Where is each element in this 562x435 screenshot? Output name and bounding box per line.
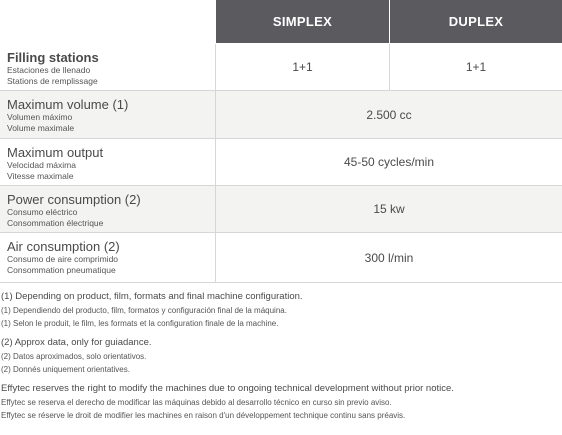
- column-header-simplex: SIMPLEX: [216, 0, 390, 43]
- simplex-value: 1+1: [216, 44, 390, 90]
- row-subtitle-fr: Consommation électrique: [7, 218, 104, 228]
- table-row-filling-stations: [0, 44, 562, 91]
- disclaimer: [1, 382, 562, 422]
- table-row-maximum-output: [0, 139, 562, 186]
- footnote-fr: (1) Selon le produit, le film, les formats et la configuration finale de la machine.: [1, 319, 279, 328]
- row-label: [0, 139, 216, 185]
- table-header: [0, 0, 562, 44]
- row-label: [0, 44, 216, 90]
- column-header-duplex: DUPLEX: [390, 0, 562, 43]
- row-subtitle-es: Volumen máximo: [7, 112, 73, 122]
- footnote-en: (2) Approx data, only for guiadance.: [1, 337, 152, 348]
- row-subtitle-fr: Vitesse maximale: [7, 171, 74, 181]
- footnote-es: (1) Dependiendo del producto, film, formatos y configuración final de la máquina.: [1, 306, 287, 315]
- row-value: 15 kw: [373, 202, 405, 216]
- row-subtitle-fr: Volume maximale: [7, 123, 75, 133]
- disclaimer-fr: Effytec se réserve le droit de modifier les machines en raison d'un développement technique continu sans préavis.: [1, 411, 406, 420]
- row-subtitle-es: Estaciones de llenado: [7, 65, 91, 75]
- disclaimer-es: Effytec se reserva el derecho de modificar las máquinas debido al desarrollo técnico en curso sin previo aviso.: [1, 398, 392, 407]
- footnote-2: [1, 336, 562, 376]
- footnote-1: [1, 290, 562, 330]
- header-blank-cell: [0, 0, 216, 44]
- row-value: 2.500 cc: [366, 107, 412, 122]
- table-row-air-consumption: [0, 233, 562, 283]
- footnote-fr: (2) Donnés uniquement orientatives.: [1, 365, 130, 374]
- duplex-value: 1+1: [465, 60, 487, 74]
- row-title: Maximum output: [7, 145, 104, 160]
- row-subtitle-es: Velocidad máxima: [7, 160, 76, 170]
- row-subtitle-es: Consumo de aire comprimido: [7, 254, 119, 264]
- table-row-maximum-volume: [0, 91, 562, 139]
- footnote-en: (1) Depending on product, film, formats and final machine configuration.: [1, 291, 303, 302]
- table-row-power-consumption: [0, 186, 562, 233]
- row-title: Maximum volume (1): [7, 97, 129, 112]
- row-title: Air consumption (2): [7, 239, 120, 254]
- row-label: [0, 186, 216, 232]
- row-subtitle-fr: Consommation pneumatique: [7, 265, 116, 275]
- row-subtitle-fr: Stations de remplissage: [7, 76, 98, 86]
- row-label: [0, 91, 216, 138]
- row-value: 300 l/min: [364, 250, 414, 265]
- row-subtitle-es: Consumo eléctrico: [7, 207, 78, 217]
- footnotes: [0, 290, 562, 428]
- disclaimer-en: Effytec reserves the right to modify the machines due to ongoing technical development without prior notice.: [1, 383, 454, 394]
- row-title: Filling stations: [7, 50, 99, 65]
- row-label: [0, 233, 216, 282]
- row-title: Power consumption (2): [7, 192, 141, 207]
- row-value: 45-50 cycles/min: [343, 155, 435, 169]
- footnote-es: (2) Datos aproximados, solo orientativos.: [1, 352, 147, 361]
